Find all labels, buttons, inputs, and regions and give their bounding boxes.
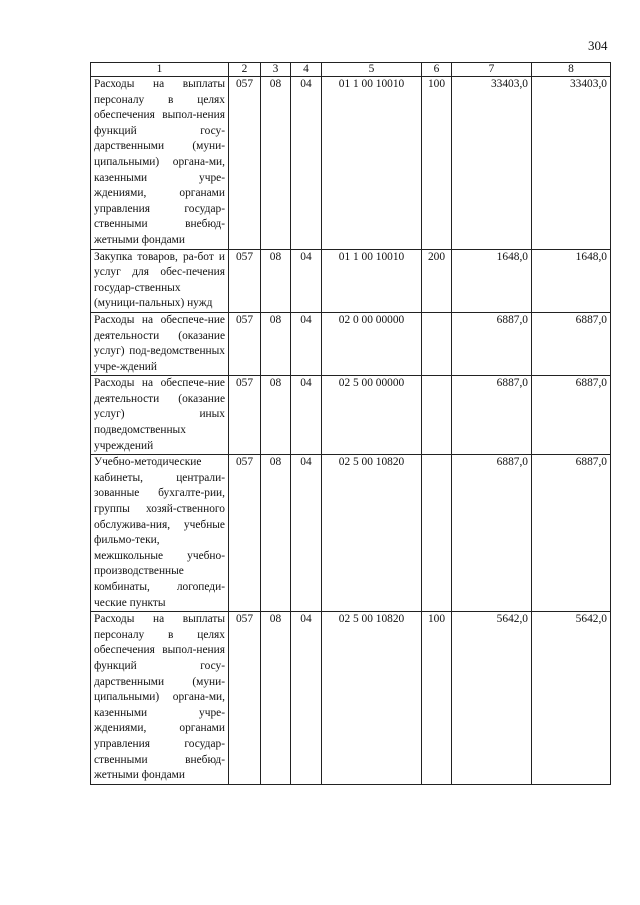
- subsection-code: 04: [291, 612, 322, 785]
- column-header: 7: [452, 63, 532, 77]
- table-row: [91, 77, 611, 250]
- column-number-row: [91, 63, 611, 77]
- subsection-code: 04: [291, 249, 322, 312]
- table-row: [91, 455, 611, 612]
- page-number: 304: [588, 38, 608, 53]
- column-header: 8: [532, 63, 611, 77]
- budget-table: [90, 62, 611, 785]
- amount-col8: 1648,0: [532, 249, 611, 312]
- table-row: [91, 376, 611, 455]
- column-header: 4: [291, 63, 322, 77]
- expense-name: Расходы на обеспече-ние деятельности (оказание услуг) под-ведомственных учре-ждений: [91, 312, 229, 375]
- expense-type-code: [422, 376, 452, 455]
- section-code: 08: [261, 376, 291, 455]
- subsection-code: 04: [291, 77, 322, 250]
- expense-name: Расходы на выплаты персоналу в целях обеспечения выпол-нения функций госу-дарственными (муни-ципальными) органа-ми, казенными учре-ждениями, органами управления государ-ственными внебюд-жетными фондами: [91, 77, 229, 250]
- ministry-code: 057: [229, 612, 261, 785]
- target-article-code: 01 1 00 10010: [322, 77, 422, 250]
- table-row: [91, 249, 611, 312]
- expense-type-code: [422, 312, 452, 375]
- subsection-code: 04: [291, 312, 322, 375]
- column-header: 6: [422, 63, 452, 77]
- ministry-code: 057: [229, 249, 261, 312]
- amount-col8: 33403,0: [532, 77, 611, 250]
- expense-name: Закупка товаров, ра-бот и услуг для обес-печения государ-ственных (муници-пальных) нужд: [91, 249, 229, 312]
- target-article-code: 02 0 00 00000: [322, 312, 422, 375]
- ministry-code: 057: [229, 376, 261, 455]
- column-header: 2: [229, 63, 261, 77]
- amount-col7: 1648,0: [452, 249, 532, 312]
- amount-col7: 33403,0: [452, 77, 532, 250]
- expense-type-code: [422, 455, 452, 612]
- table-row: [91, 612, 611, 785]
- target-article-code: 01 1 00 10010: [322, 249, 422, 312]
- expense-name: Учебно-методические кабинеты, централи-зованные бухгалте-рии, группы хозяй-ственного обслужива-ния, учебные фильмо-теки, межшкольные учебно-производственные комбинаты, логопеди-ческие пункты: [91, 455, 229, 612]
- amount-col7: 5642,0: [452, 612, 532, 785]
- expense-type-code: 100: [422, 612, 452, 785]
- table-row: [91, 312, 611, 375]
- expense-type-code: 200: [422, 249, 452, 312]
- amount-col8: 5642,0: [532, 612, 611, 785]
- expense-type-code: 100: [422, 77, 452, 250]
- target-article-code: 02 5 00 00000: [322, 376, 422, 455]
- amount-col7: 6887,0: [452, 455, 532, 612]
- subsection-code: 04: [291, 376, 322, 455]
- amount-col8: 6887,0: [532, 455, 611, 612]
- ministry-code: 057: [229, 312, 261, 375]
- subsection-code: 04: [291, 455, 322, 612]
- column-header: 5: [322, 63, 422, 77]
- section-code: 08: [261, 77, 291, 250]
- expense-name: Расходы на обеспече-ние деятельности (оказание услуг) иных подведомственных учреждений: [91, 376, 229, 455]
- section-code: 08: [261, 249, 291, 312]
- amount-col7: 6887,0: [452, 312, 532, 375]
- expense-name: Расходы на выплаты персоналу в целях обеспечения выпол-нения функций госу-дарственными (муни-ципальными) органа-ми, казенными учре-ждениями, органами управления государ-ственными внебюд-жетными фондами: [91, 612, 229, 785]
- ministry-code: 057: [229, 77, 261, 250]
- ministry-code: 057: [229, 455, 261, 612]
- amount-col7: 6887,0: [452, 376, 532, 455]
- section-code: 08: [261, 312, 291, 375]
- column-header: 3: [261, 63, 291, 77]
- column-header: 1: [91, 63, 229, 77]
- target-article-code: 02 5 00 10820: [322, 612, 422, 785]
- target-article-code: 02 5 00 10820: [322, 455, 422, 612]
- section-code: 08: [261, 455, 291, 612]
- amount-col8: 6887,0: [532, 376, 611, 455]
- section-code: 08: [261, 612, 291, 785]
- amount-col8: 6887,0: [532, 312, 611, 375]
